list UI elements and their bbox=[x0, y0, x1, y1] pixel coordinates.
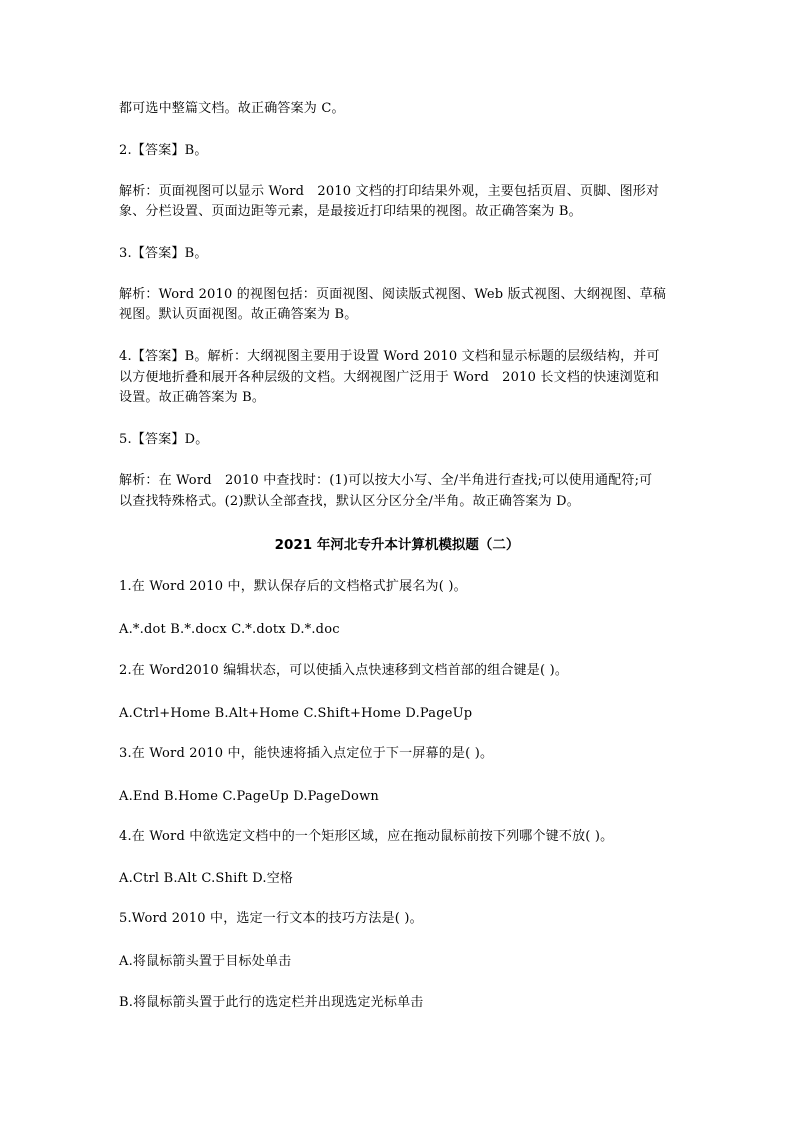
question-5: 5.Word 2010 中，选定一行文本的技巧方法是( )。 bbox=[119, 911, 423, 926]
question-2-options: A.Ctrl+Home B.Alt+Home C.Shift+Home D.PageUp bbox=[119, 706, 473, 721]
answer-2-explanation-line-2: 象、分栏设置、页面边距等元素，是最接近打印结果的视图。故正确答案为 B。 bbox=[119, 204, 582, 219]
question-5-option-b: B.将鼠标箭头置于此行的选定栏并出现选定光标单击 bbox=[119, 995, 424, 1010]
answer-5-label: 5.【答案】D。 bbox=[119, 432, 209, 447]
answer-3-explanation-line-2: 视图。默认页面视图。故正确答案为 B。 bbox=[119, 307, 358, 322]
question-1-options: A.*.dot B.*.docx C.*.dotx D.*.doc bbox=[119, 622, 340, 637]
answer-2-explanation-line-1: 解析：页面视图可以显示 Word 2010 文档的打印结果外观，主要包括页眉、页脚、图形对 bbox=[119, 184, 660, 199]
question-3-options: A.End B.Home C.PageUp D.PageDown bbox=[119, 789, 379, 804]
question-4: 4.在 Word 中欲选定文档中的一个矩形区域，应在拖动鼠标前按下列哪个键不放( )。 bbox=[119, 829, 614, 844]
answer-4-line-1: 4.【答案】B。解析：大纲视图主要用于设置 Word 2010 文档和显示标题的层级结构，并可 bbox=[119, 349, 660, 364]
answer-2-label: 2.【答案】B。 bbox=[119, 143, 208, 158]
question-5-option-a: A.将鼠标箭头置于目标处单击 bbox=[119, 954, 292, 969]
answer-3-explanation-line-1: 解析：Word 2010 的视图包括：页面视图、阅读版式视图、Web 版式视图、大纲视图、草稿 bbox=[119, 287, 667, 302]
section-title: 2021 年河北专升本计算机模拟题（二） bbox=[274, 537, 520, 553]
answer-3-label: 3.【答案】B。 bbox=[119, 246, 208, 261]
paragraph-answer-1-end: 都可选中整篇文档。故正确答案为 C。 bbox=[119, 101, 345, 116]
question-2: 2.在 Word2010 编辑状态，可以使插入点快速移到文档首部的组合键是( )。 bbox=[119, 663, 569, 678]
answer-5-explanation-line-2: 以查找特殊格式。(2)默认全部查找，默认区分区分全/半角。故正确答案为 D。 bbox=[119, 494, 580, 509]
question-1: 1.在 Word 2010 中，默认保存后的文档格式扩展名为( )。 bbox=[119, 579, 467, 594]
question-4-options: A.Ctrl B.Alt C.Shift D.空格 bbox=[119, 871, 294, 886]
answer-4-line-2: 以方便地折叠和展开各种层级的文档。大纲视图广泛用于 Word 2010 长文档的快速浏览和 bbox=[119, 370, 660, 385]
question-3: 3.在 Word 2010 中，能快速将插入点定位于下一屏幕的是( )。 bbox=[119, 746, 494, 761]
answer-5-explanation-line-1: 解析：在 Word 2010 中查找时：(1)可以按大小写、全/半角进行查找;可以使用通配符;可 bbox=[119, 473, 653, 488]
answer-4-line-3: 设置。故正确答案为 B。 bbox=[119, 390, 266, 405]
